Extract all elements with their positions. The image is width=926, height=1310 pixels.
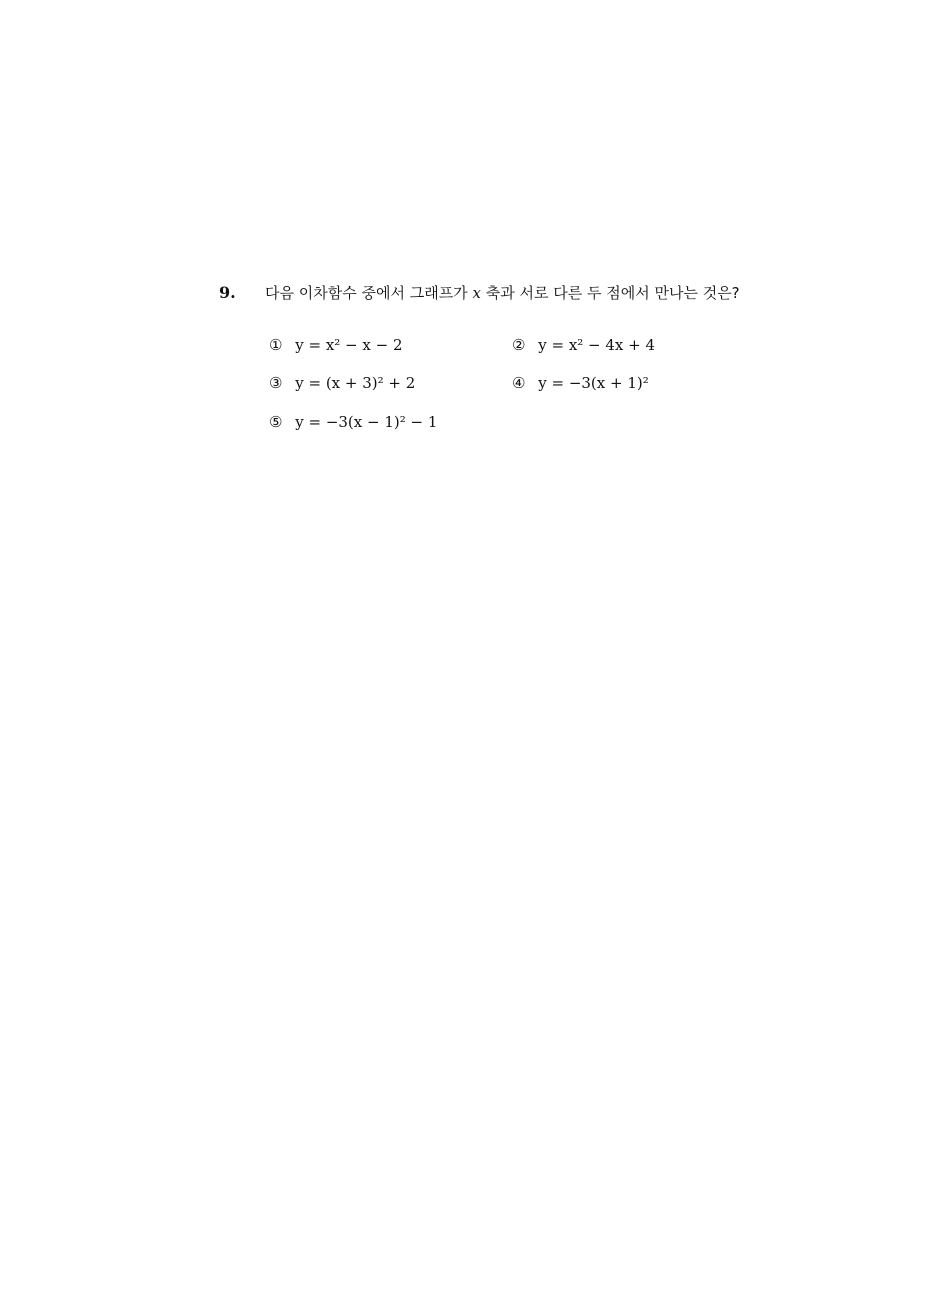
option-1-marker: ① bbox=[269, 336, 283, 354]
option-5-expression: y = −3(x − 1)² − 1 bbox=[295, 413, 438, 431]
question-number: 9. bbox=[219, 283, 236, 302]
option-5-marker: ⑤ bbox=[269, 413, 283, 431]
option-2 bbox=[512, 335, 655, 355]
option-1 bbox=[269, 335, 403, 355]
option-3-expression: y = (x + 3)² + 2 bbox=[295, 374, 416, 392]
option-3-marker: ③ bbox=[269, 374, 283, 392]
option-4-expression: y = −3(x + 1)² bbox=[538, 374, 649, 392]
option-3 bbox=[269, 373, 415, 393]
question-math-variable: x bbox=[472, 284, 481, 302]
option-2-marker: ② bbox=[512, 336, 526, 354]
option-1-expression: y = x² − x − 2 bbox=[295, 336, 403, 354]
question-text-before: 다음 이차함수 중에서 그래프가 bbox=[265, 284, 468, 302]
option-4-marker: ④ bbox=[512, 374, 526, 392]
question-text-after: 축과 서로 다른 두 점에서 만나는 것은? bbox=[485, 284, 740, 302]
option-5 bbox=[269, 412, 437, 432]
question-text bbox=[265, 283, 740, 303]
option-4 bbox=[512, 373, 649, 393]
option-2-expression: y = x² − 4x + 4 bbox=[538, 336, 656, 354]
